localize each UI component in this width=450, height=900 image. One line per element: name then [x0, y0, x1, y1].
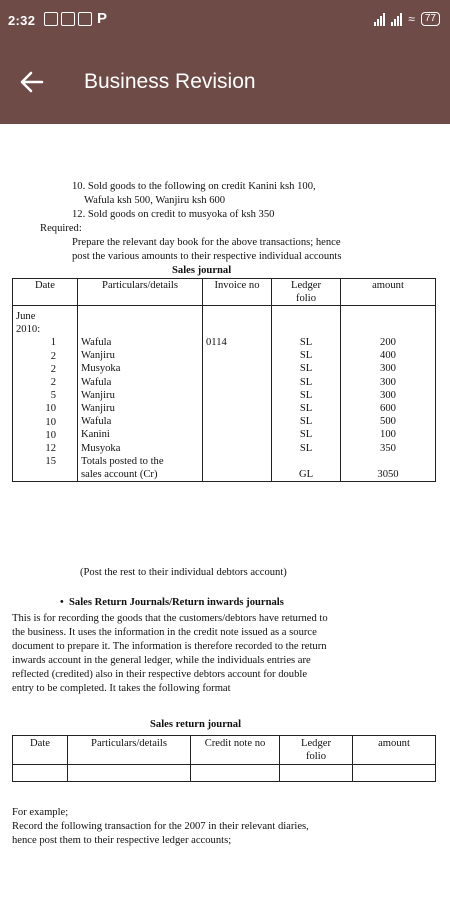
- row-11-invoice: [206, 468, 268, 481]
- app-icon: [78, 12, 92, 26]
- item-10-line1: 10. Sold goods to the following on credit Kanini ksh 100,: [72, 181, 316, 192]
- battery-icon: 77: [421, 12, 440, 26]
- row-10-particulars: Totals posted to the: [81, 455, 164, 467]
- sales-journal-table: [12, 278, 436, 482]
- paragraph-line: document to prepare it. The information is therefore recorded to the return: [12, 641, 327, 652]
- page-title: Business Revision: [84, 70, 256, 93]
- status-bar: [0, 0, 450, 42]
- rj-col-folio: [280, 736, 353, 765]
- col-invoice: Invoice no: [203, 279, 272, 306]
- row-10-invoice: [206, 455, 268, 468]
- row-2-particulars: Wanjiru: [81, 350, 115, 362]
- rj-folio-header: Ledger folio: [301, 738, 331, 762]
- row-5-amount: 300: [380, 389, 396, 401]
- row-9-amount: 350: [380, 442, 396, 454]
- return-journal-title: Sales return journal: [150, 719, 242, 730]
- row-9-invoice: [206, 442, 268, 455]
- row-7-invoice: [206, 415, 268, 428]
- row-9-particulars: Musyoka: [81, 442, 121, 454]
- signal-icon: [374, 13, 385, 26]
- required-line2: post the various amounts to their respective individual accounts: [72, 251, 342, 262]
- status-time: 2:32: [8, 13, 36, 28]
- paragraph-line: inwards account in the general ledger, while the individuals entries are: [12, 655, 311, 666]
- date-column: [13, 306, 78, 482]
- row-11-particulars: sales account (Cr): [81, 468, 158, 480]
- row-8-amount: 100: [380, 429, 396, 441]
- row-8-folio: SL: [299, 429, 313, 441]
- wifi-icon: ≈: [408, 12, 415, 26]
- paragraph-line: entry to be completed. It takes the following format: [12, 683, 231, 694]
- row-10-amount: [344, 455, 432, 468]
- row-1-particulars: Wafula: [81, 337, 112, 348]
- rj-col-date: Date: [13, 736, 68, 765]
- particulars-column: [78, 306, 203, 482]
- row-6-folio: SL: [299, 402, 313, 414]
- item-12: 12. Sold goods on credit to musyoka of ksh 350: [72, 209, 275, 220]
- row-4-date: 2: [50, 363, 56, 375]
- row-3-particulars: Musyoka: [81, 363, 121, 375]
- row-11-amount: 3050: [377, 468, 399, 480]
- row-8-invoice: [206, 428, 268, 441]
- row-8-date: 10: [45, 416, 56, 428]
- row-7-date: 10: [45, 403, 56, 415]
- return-journal-table: [12, 735, 436, 782]
- col-particulars: Particulars/details: [78, 279, 203, 306]
- parking-icon: P: [97, 10, 108, 27]
- folio-header: Ledger folio: [291, 280, 321, 304]
- row-5-particulars: Wanjiru: [81, 389, 115, 401]
- row-6-date: 5: [50, 390, 56, 402]
- row-3-amount: 300: [380, 363, 396, 375]
- bullet-icon: •: [60, 597, 64, 608]
- row-2-date: 1: [50, 337, 56, 349]
- date-year: 2010:: [16, 324, 41, 336]
- required-label: Required:: [40, 223, 82, 234]
- row-4-amount: 300: [380, 376, 396, 388]
- row-2-folio: SL: [299, 350, 313, 362]
- row-3-invoice: [206, 362, 268, 375]
- notification-icon: [44, 12, 58, 26]
- row-1-invoice: 0114: [206, 337, 227, 348]
- col-amount: amount: [341, 279, 436, 306]
- required-line1: Prepare the relevant day book for the above transactions; hence: [72, 237, 341, 248]
- row-6-invoice: [206, 402, 268, 415]
- row-7-folio: SL: [299, 416, 313, 428]
- row-10-folio: [275, 455, 337, 468]
- row-3-folio: SL: [299, 363, 313, 375]
- row-5-folio: SL: [299, 389, 313, 401]
- row-5-invoice: [206, 389, 268, 402]
- row-10-date: 12: [45, 442, 56, 454]
- row-1-amount: 200: [380, 337, 396, 348]
- paragraph-line: This is for recording the goods that the customers/debtors have returned to: [12, 613, 328, 624]
- row-11-folio: GL: [298, 468, 314, 480]
- row-9-date: 10: [45, 429, 56, 441]
- row-8-particulars: Kanini: [81, 429, 110, 441]
- row-7-particulars: Wafula: [81, 416, 112, 428]
- row-5-date: 2: [50, 376, 56, 388]
- rj-col-amount: amount: [353, 736, 436, 765]
- invoice-column: [203, 306, 272, 482]
- rj-col-credit-note: [191, 736, 280, 765]
- notification-icons: [44, 12, 107, 26]
- row-7-amount: 500: [380, 416, 396, 428]
- bullet-heading: [60, 596, 284, 609]
- row-9-folio: SL: [299, 442, 313, 454]
- app-bar: [0, 42, 450, 124]
- paragraph-line: the business. It uses the information in the credit note issued as a source: [12, 627, 317, 638]
- folio-column: [272, 306, 341, 482]
- row-11-date: 15: [45, 456, 56, 468]
- amount-column: [341, 306, 436, 482]
- row-4-invoice: [206, 376, 268, 389]
- document-page: [0, 124, 450, 900]
- signal-icon-2: [391, 13, 402, 26]
- date-list: [16, 336, 74, 468]
- date-month: June: [16, 311, 36, 322]
- row-6-amount: 600: [380, 402, 396, 414]
- system-icons: [374, 12, 440, 26]
- post-note: (Post the rest to their individual debtors account): [80, 567, 287, 578]
- row-2-amount: 400: [380, 350, 396, 362]
- rj-col-particulars: Particulars/details: [68, 736, 191, 765]
- row-2-invoice: [206, 349, 268, 362]
- credit-note-header: Credit note no: [204, 738, 266, 749]
- col-date: Date: [13, 279, 78, 306]
- row-4-folio: SL: [299, 376, 313, 388]
- row-6-particulars: Wanjiru: [81, 402, 115, 414]
- row-1-folio: SL: [299, 337, 313, 348]
- item-10-line2: Wafula ksh 500, Wanjiru ksh 600: [84, 195, 226, 206]
- sales-journal-title: Sales journal: [172, 265, 232, 276]
- row-4-particulars: Wafula: [81, 376, 112, 388]
- row-3-date: 2: [50, 350, 56, 362]
- bullet-heading-text: Sales Return Journals/Return inwards journals: [69, 597, 284, 608]
- back-arrow-icon[interactable]: [18, 68, 46, 96]
- message-icon: [61, 12, 75, 26]
- example-label: For example;: [12, 807, 69, 818]
- col-folio: [272, 279, 341, 306]
- example-line1: Record the following transaction for the 2007 in their relevant diaries,: [12, 821, 309, 832]
- example-line2: hence post them to their respective ledger accounts;: [12, 835, 232, 846]
- paragraph-line: reflected (credited) also in their respective debtors account for double: [12, 669, 308, 680]
- rj-empty-row: [13, 765, 436, 782]
